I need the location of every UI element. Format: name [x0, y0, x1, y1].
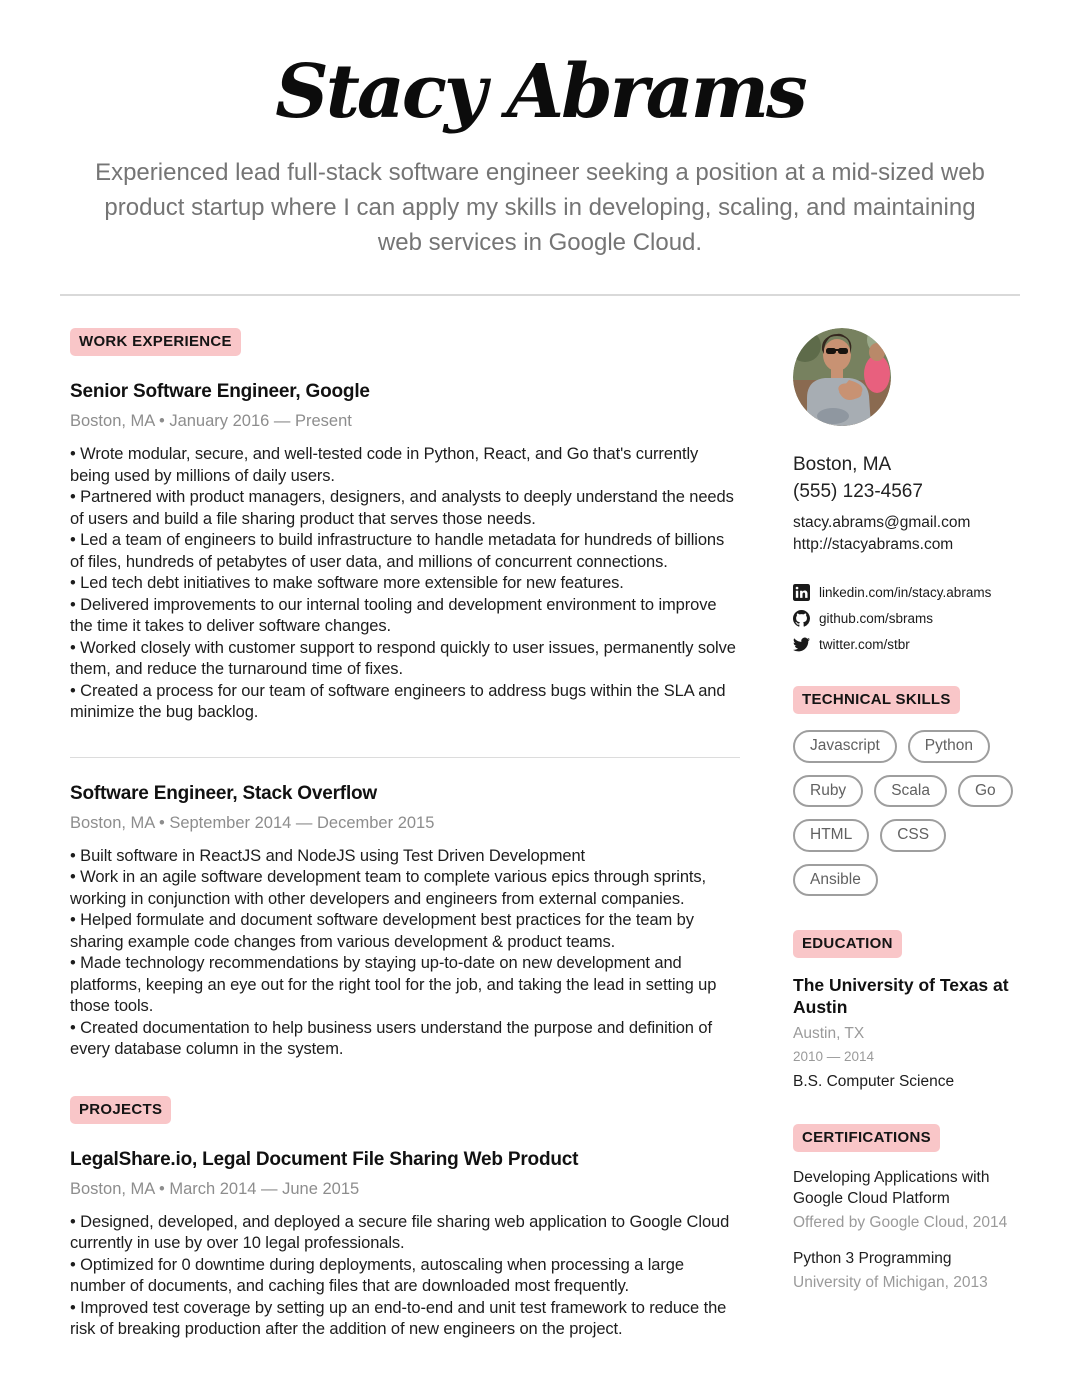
section-badge-education: EDUCATION — [793, 930, 902, 958]
contact-email[interactable]: stacy.abrams@gmail.com — [793, 514, 971, 532]
social-links — [793, 584, 1010, 653]
bullet-item: • Improved test coverage by setting up an end-to-end and unit test framework to reduce the risk of breaking production after the addition of new engineers on the project. — [70, 1298, 740, 1341]
education-dates: 2010 — 2014 — [793, 1049, 875, 1065]
social-link-github[interactable] — [793, 610, 1010, 627]
certification-entry — [793, 1167, 1010, 1233]
contact-location: Boston, MA — [793, 454, 892, 476]
bullet-item: • Optimized for 0 downtime during deployments, autoscaling when processing a large number of documents, and caching files that are downloaded most frequently. — [70, 1255, 740, 1298]
bullet-item: • Led a team of engineers to build infrastructure to handle metadata for hundreds of billions of files, hundreds of petabytes of user data, and millions of concurrent connections. — [70, 530, 740, 573]
bullet-item: • Wrote modular, secure, and well-tested code in Python, React, and Go that's currently being used by millions of daily users. — [70, 444, 740, 487]
job-bullets — [70, 846, 740, 1061]
section-badge-projects: PROJECTS — [70, 1096, 171, 1124]
skill-pill: Python — [908, 730, 990, 763]
skills-list — [793, 730, 1023, 896]
skill-pill: CSS — [880, 819, 946, 852]
social-link-linkedin[interactable] — [793, 584, 1010, 601]
job-meta: Boston, MA • January 2016 — Present — [70, 412, 352, 431]
section-badge-technical-skills: TECHNICAL SKILLS — [793, 686, 960, 714]
skill-pill: Go — [958, 775, 1013, 808]
education-degree: B.S. Computer Science — [793, 1073, 955, 1091]
github-icon — [793, 610, 810, 627]
social-link-label: twitter.com/stbr — [819, 637, 910, 653]
skill-pill: Ruby — [793, 775, 863, 808]
social-link-label: github.com/sbrams — [819, 611, 934, 627]
job-meta: Boston, MA • September 2014 — December 2015 — [70, 813, 435, 832]
bullet-item: • Helped formulate and document software development best practices for the team by sharing example code changes from various development & product teams. — [70, 910, 740, 953]
bullet-item: • Designed, developed, and deployed a secure file sharing web application to Google Cloud currently in use by over 10 legal professionals. — [70, 1212, 740, 1255]
job-divider — [70, 757, 740, 758]
certification-name: Developing Applications with Google Cloud Platform — [793, 1169, 990, 1208]
skill-pill: Scala — [874, 775, 947, 808]
skill-pill: Javascript — [793, 730, 897, 763]
bullet-item: • Worked closely with customer support to respond quickly to user issues, permanently solve them, and reduce the turnaround time of fixes. — [70, 638, 740, 681]
bullet-item: • Created a process for our team of software engineers to address bugs within the SLA and minimize the bug backlog. — [70, 681, 740, 724]
main-column — [70, 328, 740, 1341]
education-school: The University of Texas at Austin — [793, 975, 1009, 1018]
job-bullets — [70, 444, 740, 724]
person-name: Stacy Abrams — [275, 49, 805, 135]
section-badge-work-experience: WORK EXPERIENCE — [70, 328, 241, 356]
contact-phone: (555) 123-4567 — [793, 481, 923, 503]
bullet-item: • Delivered improvements to our internal tooling and development environment to improve the time it takes to deliver software changes. — [70, 595, 740, 638]
bullet-item: • Built software in ReactJS and NodeJS using Test Driven Development — [70, 846, 740, 868]
project-bullets — [70, 1212, 740, 1341]
job-entry-stack-overflow — [70, 783, 740, 1061]
job-entry-google — [70, 381, 740, 724]
certification-issuer: Offered by Google Cloud, 2014 — [793, 1214, 1008, 1232]
social-link-twitter[interactable] — [793, 636, 1010, 653]
certification-issuer: University of Michigan, 2013 — [793, 1274, 988, 1292]
section-badge-certifications: CERTIFICATIONS — [793, 1124, 940, 1152]
sidebar — [793, 328, 1010, 1341]
bullet-item: • Work in an agile software development team to complete various epics through sprints, working in conjunction with other developers and engineers from external companies. — [70, 867, 740, 910]
certification-name: Python 3 Programming — [793, 1250, 952, 1268]
contact-website[interactable]: http://stacyabrams.com — [793, 536, 954, 554]
social-link-label: linkedin.com/in/stacy.abrams — [819, 585, 992, 601]
project-title: LegalShare.io, Legal Document File Sharing Web Product — [70, 1148, 579, 1170]
twitter-icon — [793, 636, 810, 653]
project-meta: Boston, MA • March 2014 — June 2015 — [70, 1179, 360, 1198]
education-location: Austin, TX — [793, 1025, 865, 1043]
skill-pill: Ansible — [793, 864, 878, 897]
certification-entry — [793, 1248, 1010, 1293]
bullet-item: • Made technology recommendations by staying up-to-date on new development and platforms, keeping an eye out for the right tool for the job, and taking the lead in setting up those tools. — [70, 953, 740, 1018]
bullet-item: • Led tech debt initiatives to make software more extensible for new features. — [70, 573, 740, 595]
job-title: Software Engineer, Stack Overflow — [70, 782, 378, 804]
summary-text: Experienced lead full-stack software engineer seeking a position at a mid-sized web product startup where I can apply my skills in developing, scaling, and maintaining web services in Google Cloud. — [95, 159, 985, 257]
bullet-item: • Created documentation to help business users understand the purpose and definition of every database column in the system. — [70, 1018, 740, 1061]
linkedin-icon — [793, 584, 810, 601]
avatar — [793, 328, 891, 426]
bullet-item: • Partnered with product managers, designers, and analysts to deeply understand the needs of users and build a file sharing product that serves those needs. — [70, 487, 740, 530]
skill-pill: HTML — [793, 819, 869, 852]
project-entry-legalshare — [70, 1149, 740, 1341]
job-title: Senior Software Engineer, Google — [70, 381, 370, 403]
